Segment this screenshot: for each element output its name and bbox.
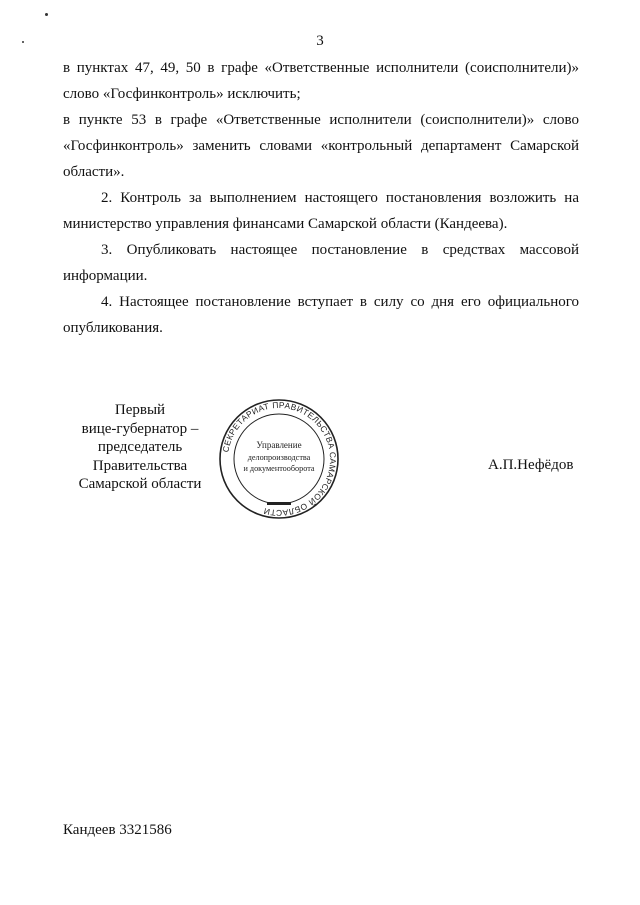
signatory-title (60, 401, 220, 494)
paragraph-item-3: 3. Опубликовать настоящее постановление в средствах массовой информации. (63, 242, 579, 284)
seal-ring-text: СЕКРЕТАРИАТ ПРАВИТЕЛЬСТВА САМАРСКОЙ ОБЛАСТИ (220, 399, 339, 519)
paragraph-amend-53: в пункте 53 в графе «Ответственные исполнители (соисполнители)» слово «Госфинконтроль» заменить словами «контрольный департамент Самарской области». (63, 112, 579, 180)
executor-footer: Кандеев 3321586 (63, 822, 172, 838)
signatory-title-line: председатель Правительства (92, 439, 188, 474)
scan-speck (45, 13, 48, 16)
signatory-title-line: Самарской области (78, 476, 202, 492)
signatory-title-line: вице-губернатор – (81, 420, 199, 437)
paragraph-amend-47-49-50: в пунктах 47, 49, 50 в графе «Ответственные исполнители (соисполнители)» слово «Госфинконтроль» исключить; (63, 60, 579, 102)
page-number: 3 (316, 33, 324, 49)
paragraph-item-2: 2. Контроль за выполнением настоящего постановления возложить на министерство управления финансами Самарской области (Кандеева). (63, 190, 579, 232)
signatory-name: А.П.Нефёдов (488, 457, 574, 473)
paragraph-item-4: 4. Настоящее постановление вступает в силу со дня его официального опубликования. (63, 294, 579, 336)
seal-inner-line: делопроизводства (247, 453, 311, 462)
seal-inner-line: Управление (256, 440, 302, 450)
seal-inner-line: и документооборота (243, 464, 315, 473)
seal-mark (267, 502, 291, 505)
signatory-title-line: Первый (114, 402, 166, 418)
official-seal (218, 398, 340, 520)
